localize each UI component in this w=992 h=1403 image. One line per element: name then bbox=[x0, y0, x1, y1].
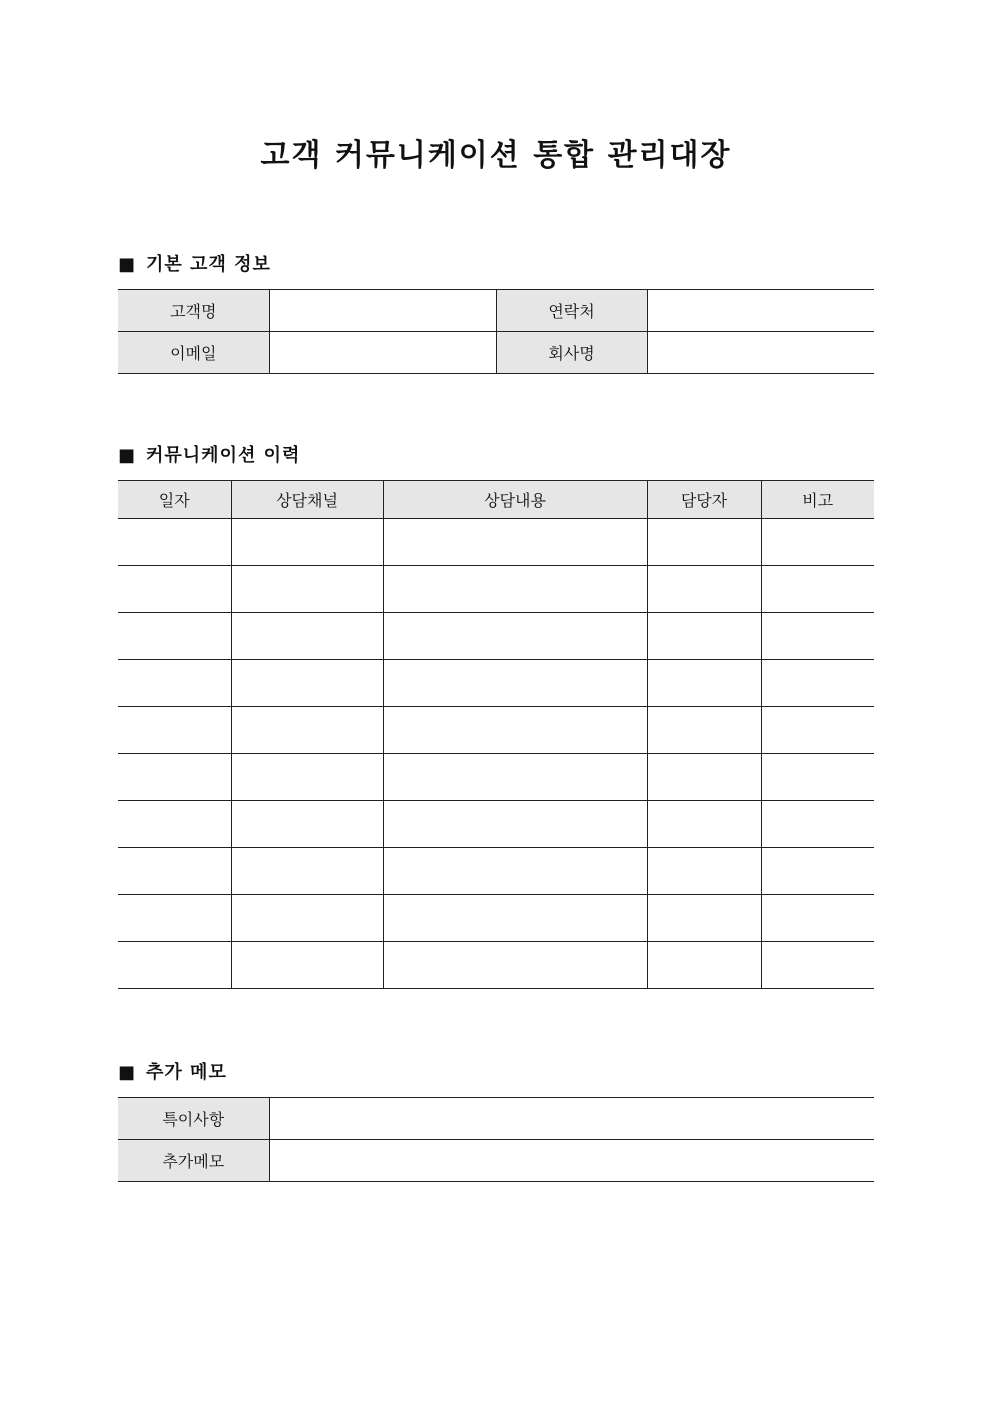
communication-history-table bbox=[118, 480, 874, 989]
content-cell[interactable] bbox=[383, 848, 647, 895]
channel-cell[interactable] bbox=[231, 519, 383, 566]
manager-cell[interactable] bbox=[647, 848, 761, 895]
special-notes-label: 특이사항 bbox=[118, 1098, 269, 1140]
date-cell[interactable] bbox=[118, 519, 231, 566]
table-row bbox=[118, 613, 874, 660]
date-cell[interactable] bbox=[118, 566, 231, 613]
table-row bbox=[118, 707, 874, 754]
square-bullet-icon: ■ bbox=[118, 445, 137, 466]
manager-cell[interactable] bbox=[647, 754, 761, 801]
manager-cell[interactable] bbox=[647, 660, 761, 707]
content-cell[interactable] bbox=[383, 707, 647, 754]
table-row bbox=[118, 1140, 874, 1182]
section-heading-text: 기본 고객 정보 bbox=[146, 254, 271, 275]
column-header-manager: 담당자 bbox=[647, 481, 761, 519]
page-title: 고객 커뮤니케이션 통합 관리대장 bbox=[260, 138, 732, 173]
table-row bbox=[118, 290, 874, 332]
additional-memo-label: 추가메모 bbox=[118, 1140, 269, 1182]
manager-cell[interactable] bbox=[647, 519, 761, 566]
remarks-cell[interactable] bbox=[761, 519, 874, 566]
content-cell[interactable] bbox=[383, 895, 647, 942]
section-heading-basic-info bbox=[118, 253, 271, 277]
content-cell[interactable] bbox=[383, 613, 647, 660]
manager-cell[interactable] bbox=[647, 895, 761, 942]
section-heading-history bbox=[118, 444, 300, 468]
content-cell[interactable] bbox=[383, 566, 647, 613]
content-cell[interactable] bbox=[383, 754, 647, 801]
manager-cell[interactable] bbox=[647, 613, 761, 660]
table-row bbox=[118, 754, 874, 801]
column-header-content: 상담내용 bbox=[383, 481, 647, 519]
memo-table bbox=[118, 1097, 874, 1182]
remarks-cell[interactable] bbox=[761, 895, 874, 942]
channel-cell[interactable] bbox=[231, 848, 383, 895]
channel-cell[interactable] bbox=[231, 801, 383, 848]
basic-info-table bbox=[118, 289, 874, 374]
date-cell[interactable] bbox=[118, 707, 231, 754]
date-cell[interactable] bbox=[118, 942, 231, 989]
remarks-cell[interactable] bbox=[761, 566, 874, 613]
table-row bbox=[118, 895, 874, 942]
company-label: 회사명 bbox=[496, 332, 647, 374]
content-cell[interactable] bbox=[383, 660, 647, 707]
manager-cell[interactable] bbox=[647, 942, 761, 989]
column-header-remarks: 비고 bbox=[761, 481, 874, 519]
table-row bbox=[118, 848, 874, 895]
remarks-cell[interactable] bbox=[761, 801, 874, 848]
square-bullet-icon: ■ bbox=[118, 254, 137, 275]
company-field[interactable] bbox=[647, 332, 874, 374]
section-heading-text: 추가 메모 bbox=[146, 1062, 227, 1083]
channel-cell[interactable] bbox=[231, 895, 383, 942]
remarks-cell[interactable] bbox=[761, 754, 874, 801]
date-cell[interactable] bbox=[118, 801, 231, 848]
remarks-cell[interactable] bbox=[761, 848, 874, 895]
table-row bbox=[118, 566, 874, 613]
table-row bbox=[118, 332, 874, 374]
contact-label: 연락처 bbox=[496, 290, 647, 332]
customer-name-field[interactable] bbox=[269, 290, 496, 332]
column-header-channel: 상담채널 bbox=[231, 481, 383, 519]
customer-name-label: 고객명 bbox=[118, 290, 269, 332]
channel-cell[interactable] bbox=[231, 613, 383, 660]
date-cell[interactable] bbox=[118, 754, 231, 801]
manager-cell[interactable] bbox=[647, 566, 761, 613]
table-row bbox=[118, 801, 874, 848]
manager-cell[interactable] bbox=[647, 707, 761, 754]
table-header-row bbox=[118, 481, 874, 519]
email-field[interactable] bbox=[269, 332, 496, 374]
content-cell[interactable] bbox=[383, 519, 647, 566]
table-row bbox=[118, 1098, 874, 1140]
table-row bbox=[118, 660, 874, 707]
remarks-cell[interactable] bbox=[761, 660, 874, 707]
section-heading-memo bbox=[118, 1061, 227, 1085]
channel-cell[interactable] bbox=[231, 566, 383, 613]
column-header-date: 일자 bbox=[118, 481, 231, 519]
email-label: 이메일 bbox=[118, 332, 269, 374]
table-row bbox=[118, 942, 874, 989]
content-cell[interactable] bbox=[383, 942, 647, 989]
date-cell[interactable] bbox=[118, 848, 231, 895]
table-row bbox=[118, 519, 874, 566]
special-notes-field[interactable] bbox=[269, 1098, 874, 1140]
additional-memo-field[interactable] bbox=[269, 1140, 874, 1182]
channel-cell[interactable] bbox=[231, 707, 383, 754]
channel-cell[interactable] bbox=[231, 660, 383, 707]
remarks-cell[interactable] bbox=[761, 707, 874, 754]
contact-field[interactable] bbox=[647, 290, 874, 332]
remarks-cell[interactable] bbox=[761, 942, 874, 989]
content-cell[interactable] bbox=[383, 801, 647, 848]
history-table-body bbox=[118, 519, 874, 989]
date-cell[interactable] bbox=[118, 613, 231, 660]
section-heading-text: 커뮤니케이션 이력 bbox=[146, 445, 301, 466]
date-cell[interactable] bbox=[118, 895, 231, 942]
date-cell[interactable] bbox=[118, 660, 231, 707]
square-bullet-icon: ■ bbox=[118, 1062, 137, 1083]
manager-cell[interactable] bbox=[647, 801, 761, 848]
channel-cell[interactable] bbox=[231, 942, 383, 989]
channel-cell[interactable] bbox=[231, 754, 383, 801]
remarks-cell[interactable] bbox=[761, 613, 874, 660]
